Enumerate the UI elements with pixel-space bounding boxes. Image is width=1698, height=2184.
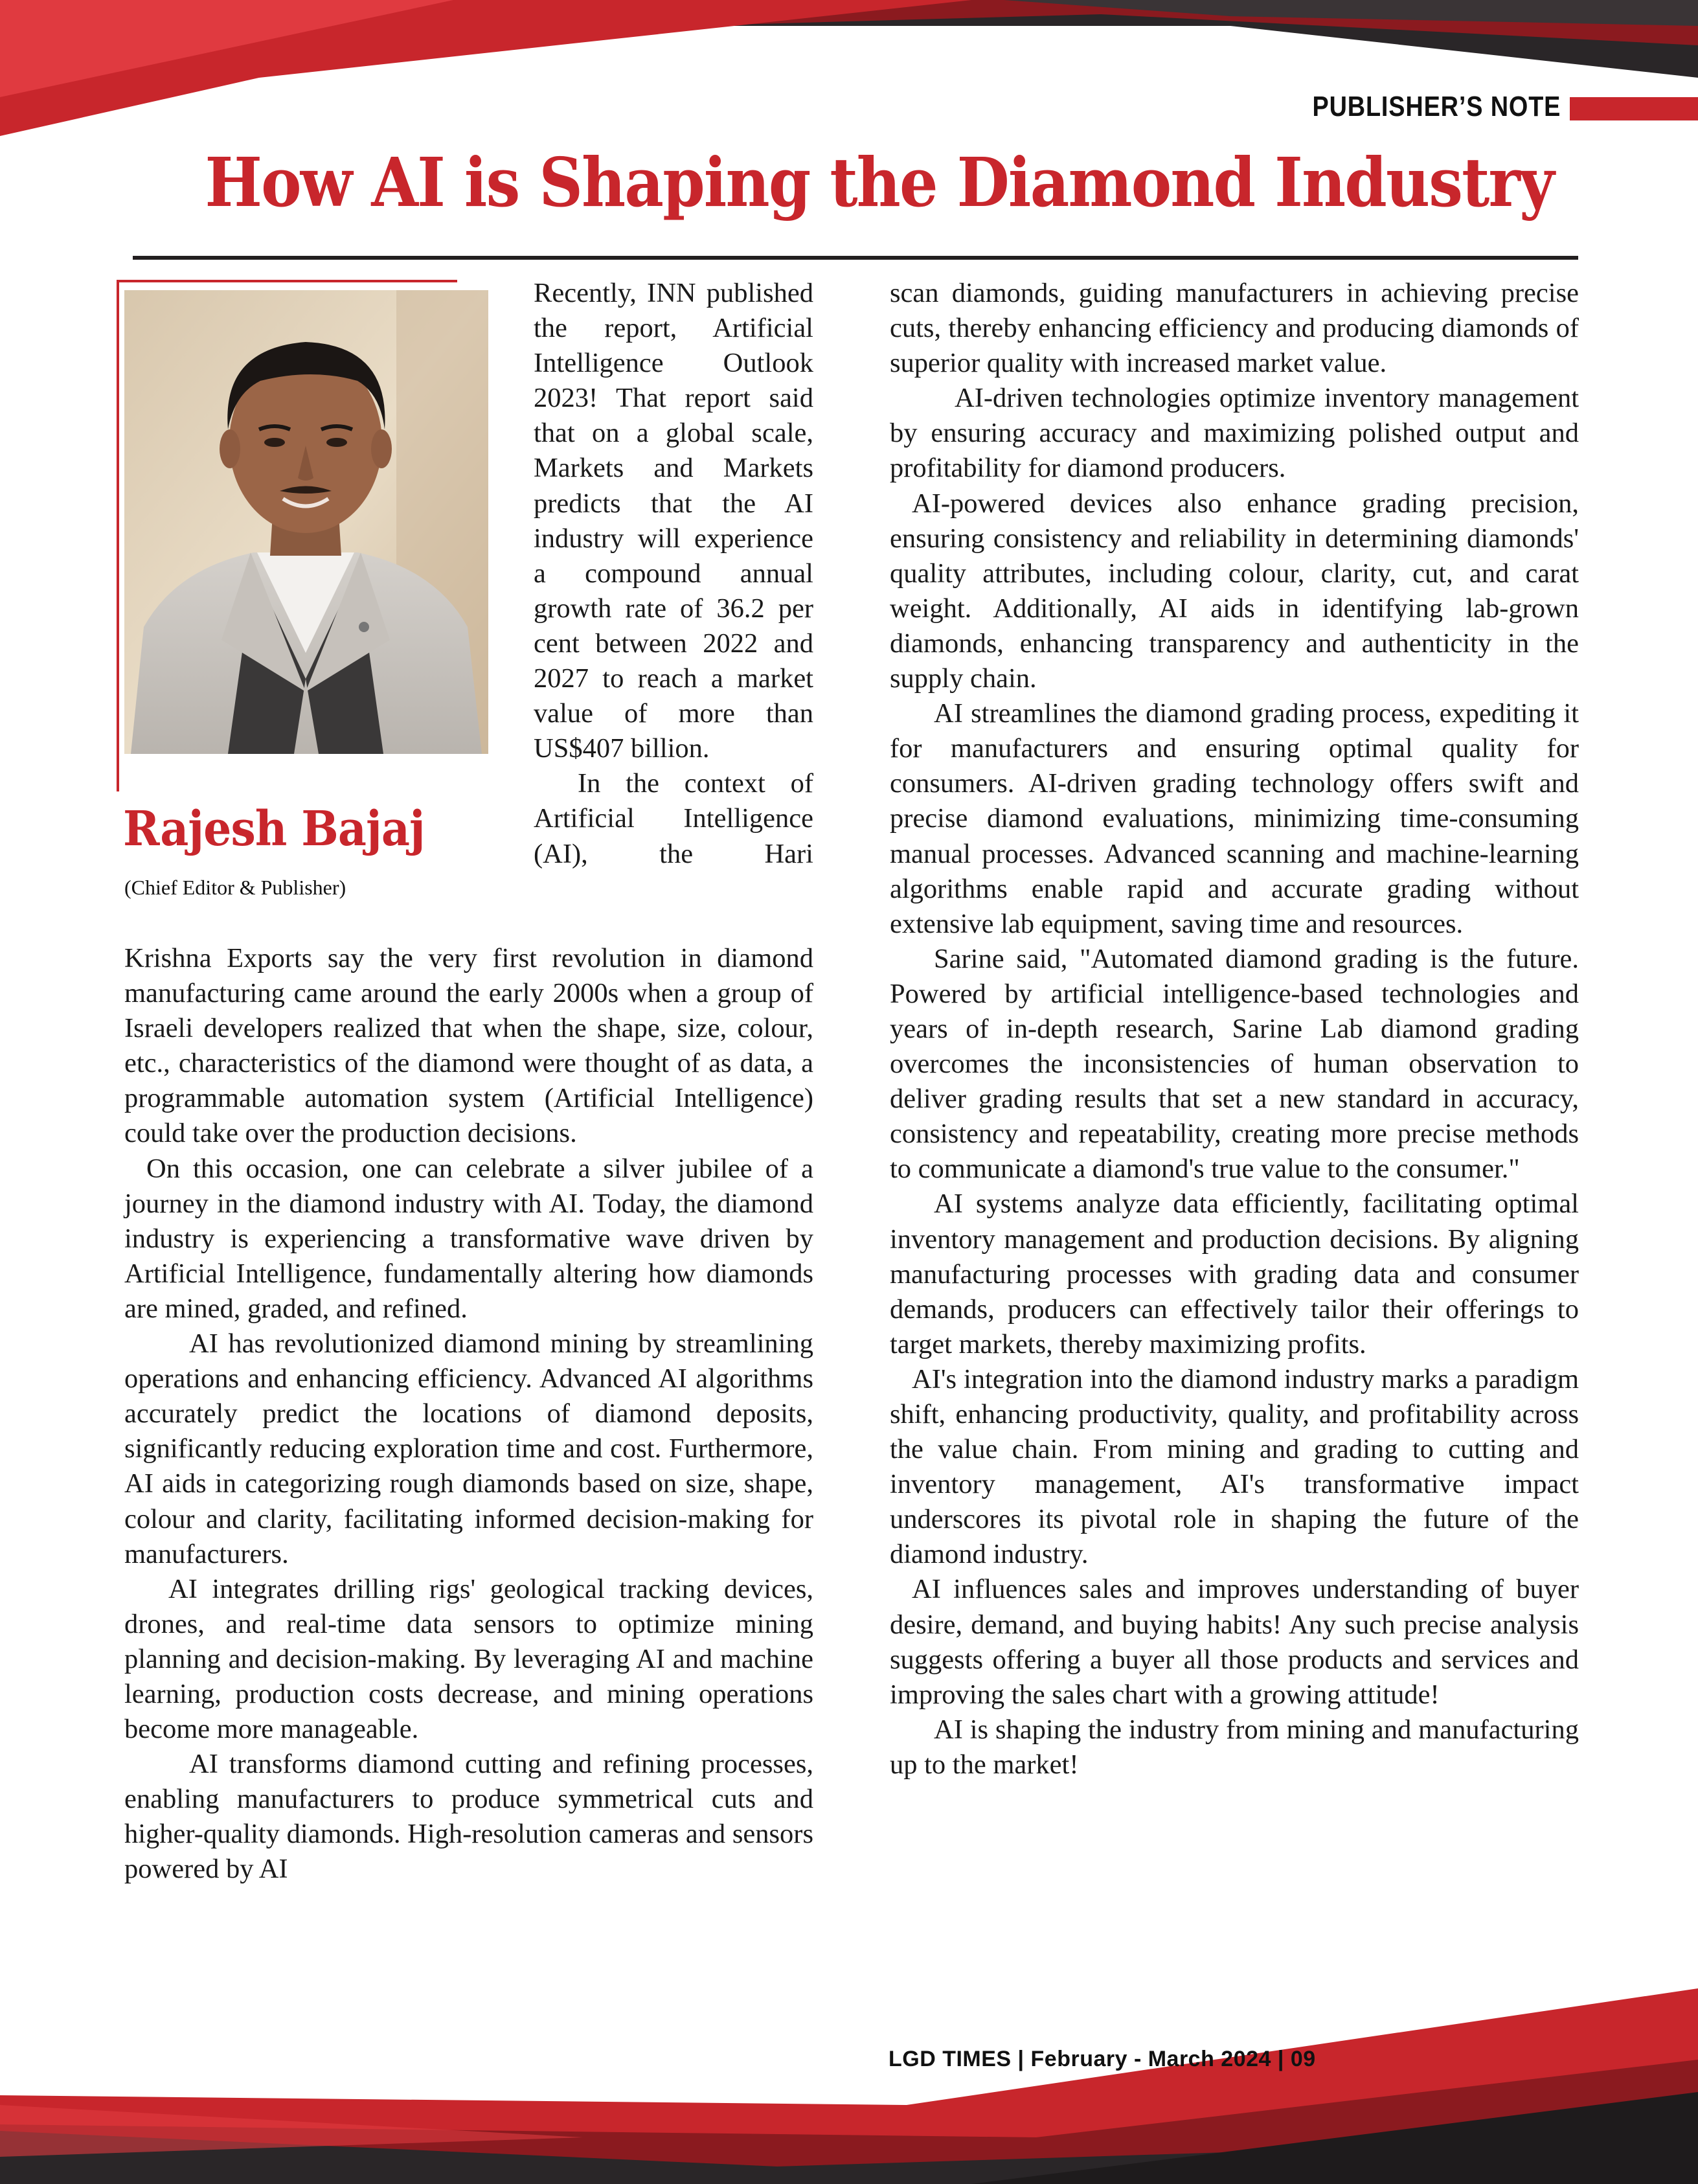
section-label: PUBLISHER’S NOTE bbox=[1312, 91, 1561, 122]
author-role: (Chief Editor & Publisher) bbox=[124, 876, 346, 899]
article-intro bbox=[534, 276, 813, 872]
author-portrait bbox=[124, 290, 488, 754]
right-paragraph-7: AI's integration into the diamond industry marks a paradigm shift, enhancing productivity, quality, and profitability across the value chain. From mining and grading to cutting and inventory management, AI's transformative impact underscores its pivotal role in shaping the future of the diamond industry. bbox=[890, 1363, 1579, 1570]
left-paragraph-1: Krishna Exports say the very first revolution in diamond manufacturing came around the early 2000s when a group of Israeli developers realized that when the shape, size, colour, etc., characteristics of the diamond were thought of as data, a programmable automation system (Artificial Intelligence) could take over the production decisions. bbox=[124, 943, 813, 1149]
page-footer: LGD TIMES | February - March 2024 | 09 bbox=[889, 2047, 1316, 2071]
right-paragraph-8: AI influences sales and improves understanding of buyer desire, demand, and buying habits! Any such precise analysis suggests offering a buyer all those products and services and improving the sales chart with a growing attitude! bbox=[890, 1574, 1579, 1710]
left-paragraph-2: On this occasion, one can celebrate a silver jubilee of a journey in the diamond industry with AI. Today, the diamond industry is experiencing a transformative wave driven by Artificial Intelligence, fundamentally altering how diamonds are mined, graded, and refined. bbox=[124, 1153, 813, 1324]
left-paragraph-5: AI transforms diamond cutting and refining processes, enabling manufacturers to produce symmetrical cuts and higher-quality diamonds. High-resolution cameras and sensors powered by AI bbox=[124, 1749, 813, 1885]
right-paragraph-4: AI streamlines the diamond grading process, expediting it for manufacturers and ensuring optimal quality for consumers. AI-driven grading technology offers swift and precise diamond evaluations, minimizing time-consuming manual processes. Advanced scanning and machine-learning algorithms enable rapid and accurate grading without extensive lab equipment, saving time and resources. bbox=[890, 698, 1579, 939]
title-rule bbox=[133, 256, 1578, 260]
page-title: How AI is Shaping the Diamond Industry bbox=[205, 142, 1554, 222]
section-label-bar bbox=[1570, 97, 1698, 120]
right-paragraph-9: AI is shaping the industry from mining and manufacturing up to the market! bbox=[890, 1714, 1579, 1780]
right-paragraph-1: scan diamonds, guiding manufacturers in achieving precise cuts, thereby enhancing efficiency and producing diamonds of superior quality with increased market value. bbox=[890, 278, 1579, 379]
right-paragraph-3: AI-powered devices also enhance grading precision, ensuring consistency and reliability in determining diamonds' quality attributes, including colour, clarity, cut, and carat weight. Additionally, AI aids in identifying lab-grown diamonds, enhancing transparency and authenticity in the supply chain. bbox=[890, 488, 1579, 694]
intro-paragraph-1: Recently, INN published the report, Artificial Intelligence Outlook 2023! That report said that on a global scale, Markets and Markets predicts that the AI industry will experience a compound annual growth rate of 36.2 per cent between 2022 and 2027 to reach a market value of more than US$407 billion. bbox=[534, 278, 813, 764]
article-right-column bbox=[890, 276, 1579, 1782]
author-name: Rajesh Bajaj bbox=[123, 801, 425, 857]
right-paragraph-2: AI-driven technologies optimize inventory management by ensuring accuracy and maximizing polished output and profitability for diamond producers. bbox=[890, 383, 1579, 484]
intro-paragraph-2: In the context of Artificial Intelligence (AI), the Hari bbox=[534, 768, 813, 869]
left-paragraph-3: AI has revolutionized diamond mining by streamlining operations and enhancing efficiency. Advanced AI algorithms accurately predict the locations of diamond deposits, significantly reducing exploration time and cost. Furthermore, AI aids in categorizing rough diamonds based on size, shape, colour and clarity, facilitating informed decision-making for manufacturers. bbox=[124, 1328, 813, 1569]
article-left-column bbox=[124, 941, 813, 1887]
right-paragraph-5: Sarine said, "Automated diamond grading is the future. Powered by artificial intelligence-based technologies and years of in-depth research, Sarine Lab diamond grading overcomes the inconsistencies of human observation to deliver grading results that set a new standard in accuracy, consistency and repeatability, creating more precise methods to communicate a diamond's true value to the consumer." bbox=[890, 943, 1579, 1185]
right-paragraph-6: AI systems analyze data efficiently, facilitating optimal inventory management and production decisions. By aligning manufacturing processes with grading data and consumer demands, producers can effectively tailor their offerings to target markets, thereby maximizing profits. bbox=[890, 1189, 1579, 1359]
left-paragraph-4: AI integrates drilling rigs' geological tracking devices, drones, and real-time data sensors to optimize mining planning and decision-making. By leveraging AI and machine learning, production costs decrease, and mining operations become more manageable. bbox=[124, 1573, 813, 1745]
